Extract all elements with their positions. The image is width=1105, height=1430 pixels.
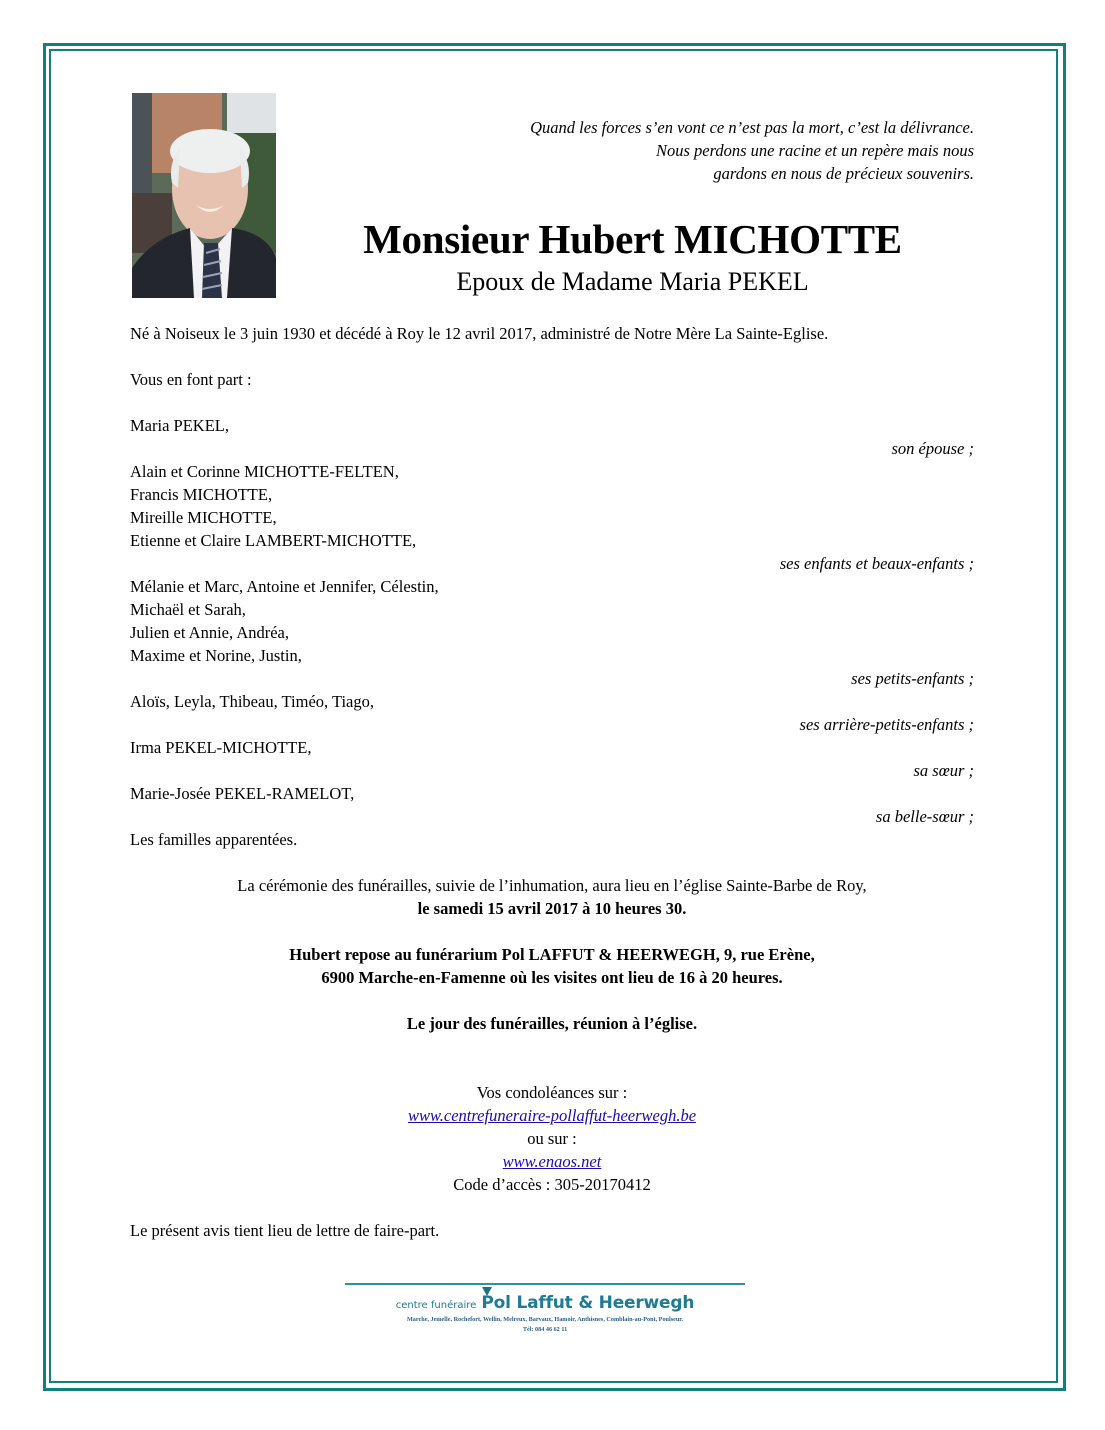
logo-towns: Marche, Jemelle, Rochefort, Wellin, Melreux, Barvaux, Hamoir, Anthisnes, Comblain-au-Pont, Poulseur.	[406, 1316, 684, 1323]
condolences-link-primary[interactable]: www.centrefuneraire-pollaffut-heerwegh.be	[407, 1106, 697, 1125]
family-name: Aloïs, Leyla, Thibeau, Timéo, Tiago,	[130, 692, 375, 711]
announce-text: Vous en font part :	[130, 370, 252, 389]
logo-title	[345, 1293, 745, 1313]
family-name: Francis MICHOTTE,	[130, 485, 273, 504]
quote-line: gardons en nous de précieux souvenirs.	[713, 164, 974, 183]
memorial-quote	[530, 116, 974, 185]
ceremony-line: La cérémonie des funérailles, suivie de l’inhumation, aura lieu en l’église Sainte-Barbe de Roy,	[237, 876, 867, 895]
rest-line: 6900 Marche-en-Famenne où les visites ont lieu de 16 à 20 heures.	[321, 968, 783, 987]
closing-line: Le présent avis tient lieu de lettre de faire-part.	[130, 1221, 440, 1240]
portrait-image	[132, 93, 276, 298]
funeral-home-logo	[345, 1283, 745, 1343]
logo-brand-text: Pol Laffut & Heerwegh	[481, 1293, 695, 1313]
family-name: Julien et Annie, Andréa,	[130, 623, 290, 642]
main-text	[130, 322, 974, 1242]
family-name: Maria PEKEL,	[130, 416, 229, 435]
family-group	[130, 782, 974, 828]
families-line: Les familles apparentées.	[130, 830, 298, 849]
family-name: Mireille MICHOTTE,	[130, 508, 277, 527]
quote-line: Quand les forces s’en vont ce n’est pas la mort, c’est la délivrance.	[530, 118, 974, 137]
family-relation: ses petits-enfants ;	[851, 669, 974, 688]
deceased-name: Monsieur Hubert MICHOTTE	[363, 216, 902, 262]
family-relation: ses enfants et beaux-enfants ;	[779, 554, 974, 573]
logo-small-text: centre funéraire	[395, 1300, 477, 1311]
family-group	[130, 575, 974, 690]
spouse-line: Epoux de Madame Maria PEKEL	[456, 267, 809, 296]
access-code: Code d’accès : 305-20170412	[453, 1175, 651, 1194]
ceremony-date: le samedi 15 avril 2017 à 10 heures 30.	[417, 899, 687, 918]
family-group	[130, 460, 974, 575]
family-name: Alain et Corinne MICHOTTE-FELTEN,	[130, 462, 399, 481]
family-name: Michaël et Sarah,	[130, 600, 246, 619]
logo-divider	[345, 1283, 745, 1285]
portrait-photo	[132, 93, 276, 298]
family-relation: sa belle-sœur ;	[875, 807, 974, 826]
family-group	[130, 690, 974, 736]
family-name: Etienne et Claire LAMBERT-MICHOTTE,	[130, 531, 417, 550]
rest-line: Hubert repose au funérarium Pol LAFFUT & HEERWEGH, 9, rue Erène,	[289, 945, 815, 964]
logo-phone: Tél: 084 46 62 11	[522, 1326, 568, 1333]
condolences-label-alt: ou sur :	[527, 1129, 577, 1148]
family-relation: son épouse ;	[891, 439, 974, 458]
family-name: Marie-Josée PEKEL-RAMELOT,	[130, 784, 355, 803]
family-name: Maxime et Norine, Justin,	[130, 646, 302, 665]
family-name: Irma PEKEL-MICHOTTE,	[130, 738, 312, 757]
quote-line: Nous perdons une racine et un repère mais nous	[655, 141, 974, 160]
family-name: Mélanie et Marc, Antoine et Jennifer, Célestin,	[130, 577, 439, 596]
meeting-line: Le jour des funérailles, réunion à l’église.	[406, 1014, 698, 1033]
family-group	[130, 414, 974, 460]
family-group	[130, 736, 974, 782]
family-relation: sa sœur ;	[913, 761, 974, 780]
intro-text: Né à Noiseux le 3 juin 1930 et décédé à Roy le 12 avril 2017, administré de Notre Mère La Sainte-Eglise.	[130, 324, 829, 343]
family-relation: ses arrière-petits-enfants ;	[799, 715, 974, 734]
condolences-label: Vos condoléances sur :	[476, 1083, 628, 1102]
condolences-link-enaos[interactable]: www.enaos.net	[502, 1152, 602, 1171]
